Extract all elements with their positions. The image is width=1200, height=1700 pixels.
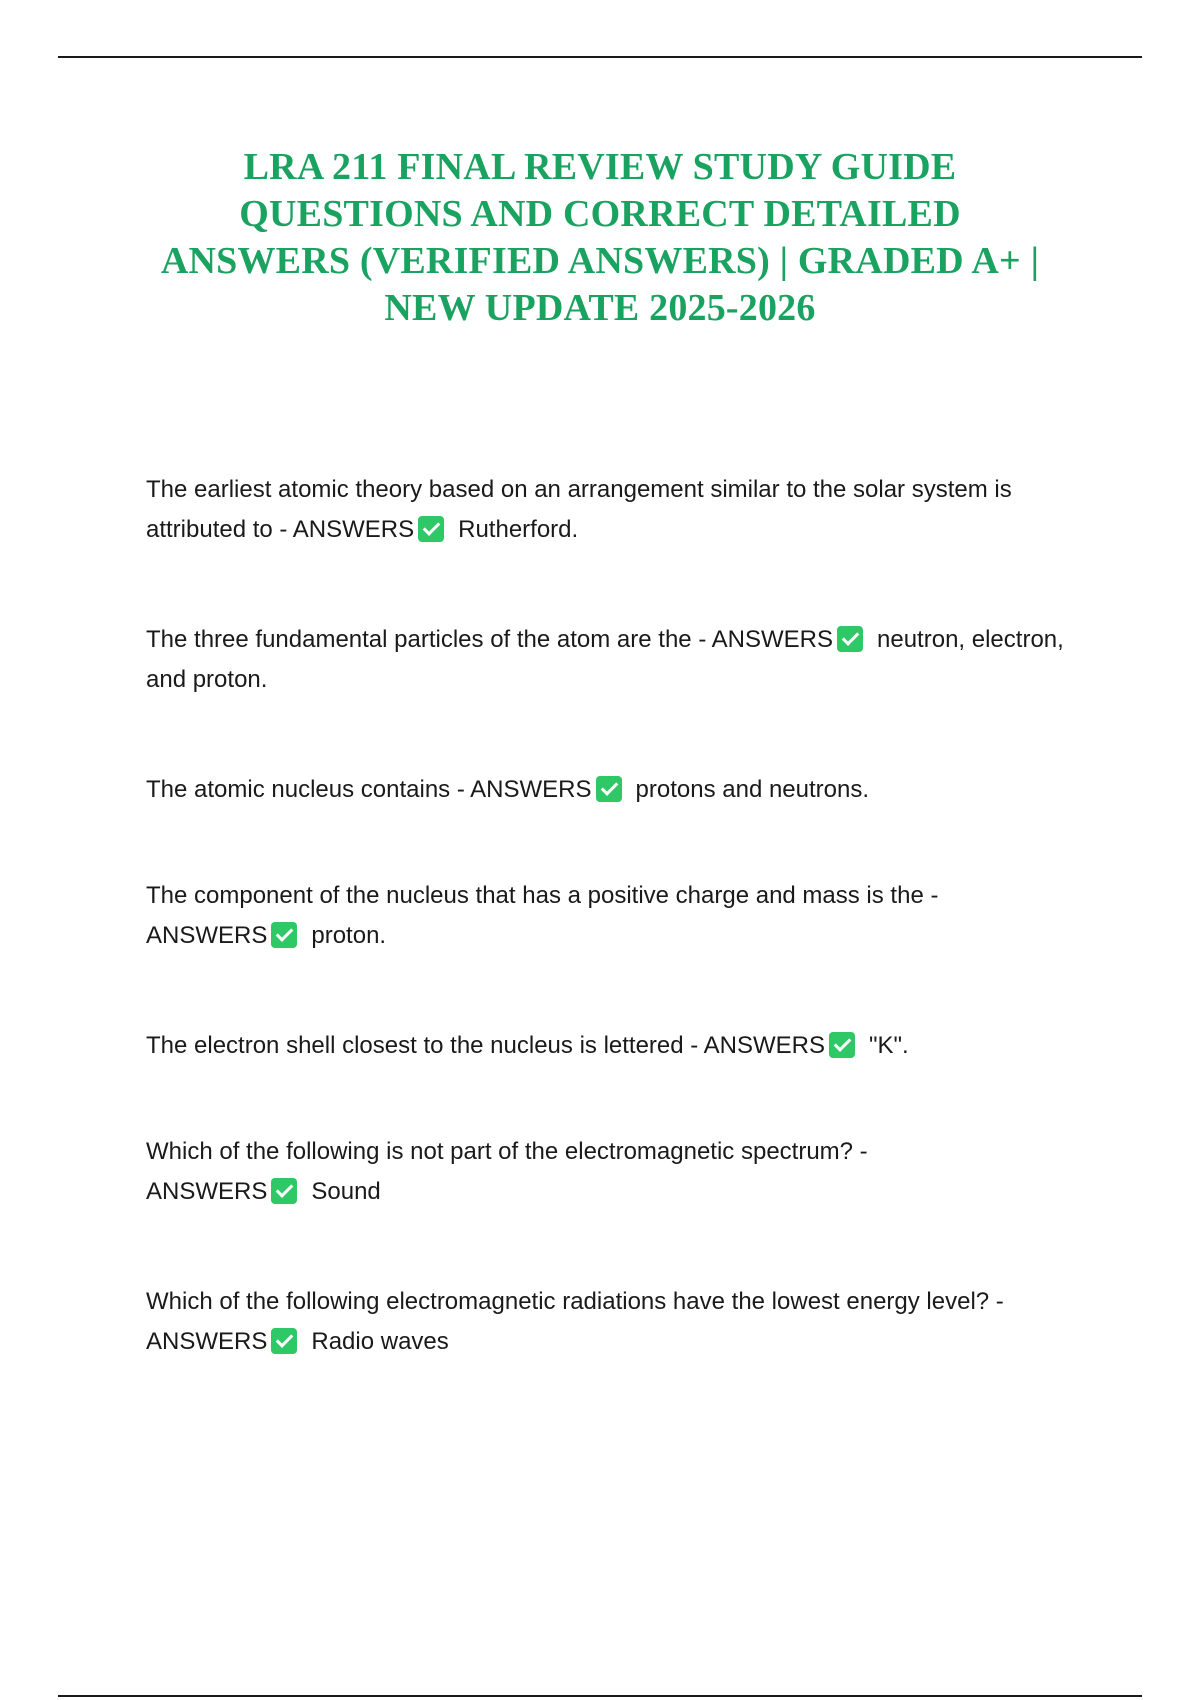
checkmark-icon bbox=[829, 1032, 855, 1058]
answer-marker: ANSWERS bbox=[703, 1032, 825, 1059]
answer-text: "K". bbox=[868, 1032, 909, 1059]
answer-text: Radio waves bbox=[311, 1328, 449, 1355]
answer-marker: ANSWERS bbox=[146, 1178, 268, 1205]
qa-item bbox=[146, 470, 1096, 550]
checkmark-icon bbox=[271, 1328, 297, 1354]
answer-text: proton. bbox=[311, 922, 387, 949]
qa-item bbox=[146, 1282, 1096, 1362]
qa-list bbox=[146, 470, 1096, 1362]
qa-item bbox=[146, 770, 1096, 810]
qa-item bbox=[146, 620, 1096, 700]
qa-item bbox=[146, 876, 1096, 956]
answer-marker: ANSWERS bbox=[146, 922, 268, 949]
answer-marker: ANSWERS bbox=[292, 516, 415, 543]
question-text: Which of the following is not part of the electromagnetic spectrum? - bbox=[146, 1138, 868, 1165]
top-divider bbox=[58, 56, 1142, 58]
checkmark-icon bbox=[271, 922, 297, 948]
question-text: Which of the following electromagnetic radiations have the lowest energy level? - bbox=[146, 1288, 1004, 1315]
answer-text: protons and neutrons. bbox=[635, 776, 870, 803]
question-text: The three fundamental particles of the atom are the - bbox=[146, 626, 707, 653]
qa-item bbox=[146, 1132, 1096, 1212]
answer-marker: ANSWERS bbox=[146, 1328, 268, 1355]
answer-marker: ANSWERS bbox=[470, 776, 592, 803]
checkmark-icon bbox=[837, 626, 863, 652]
answer-text: Sound bbox=[311, 1178, 381, 1205]
question-text: The component of the nucleus that has a positive charge and mass is the - bbox=[146, 882, 939, 909]
qa-item bbox=[146, 1026, 1096, 1066]
question-text: The electron shell closest to the nucleus is lettered - bbox=[146, 1032, 699, 1059]
bottom-divider bbox=[58, 1695, 1142, 1697]
answer-text: Rutherford. bbox=[458, 516, 579, 543]
answer-marker: ANSWERS bbox=[711, 626, 834, 653]
checkmark-icon bbox=[418, 516, 444, 542]
checkmark-icon bbox=[271, 1178, 297, 1204]
document-title: LRA 211 FINAL REVIEW STUDY GUIDE QUESTIONS AND CORRECT DETAILED ANSWERS (VERIFIED ANSWERS) | GRADED A+ | NEW UPDATE 2025-2026 bbox=[160, 146, 1040, 329]
answer-text: neutron, electron, and proton. bbox=[146, 626, 1064, 693]
checkmark-icon bbox=[596, 776, 622, 802]
question-text: The atomic nucleus contains - bbox=[146, 776, 465, 803]
question-text: The earliest atomic theory based on an arrangement similar to the solar system is attributed to - bbox=[146, 476, 1012, 543]
